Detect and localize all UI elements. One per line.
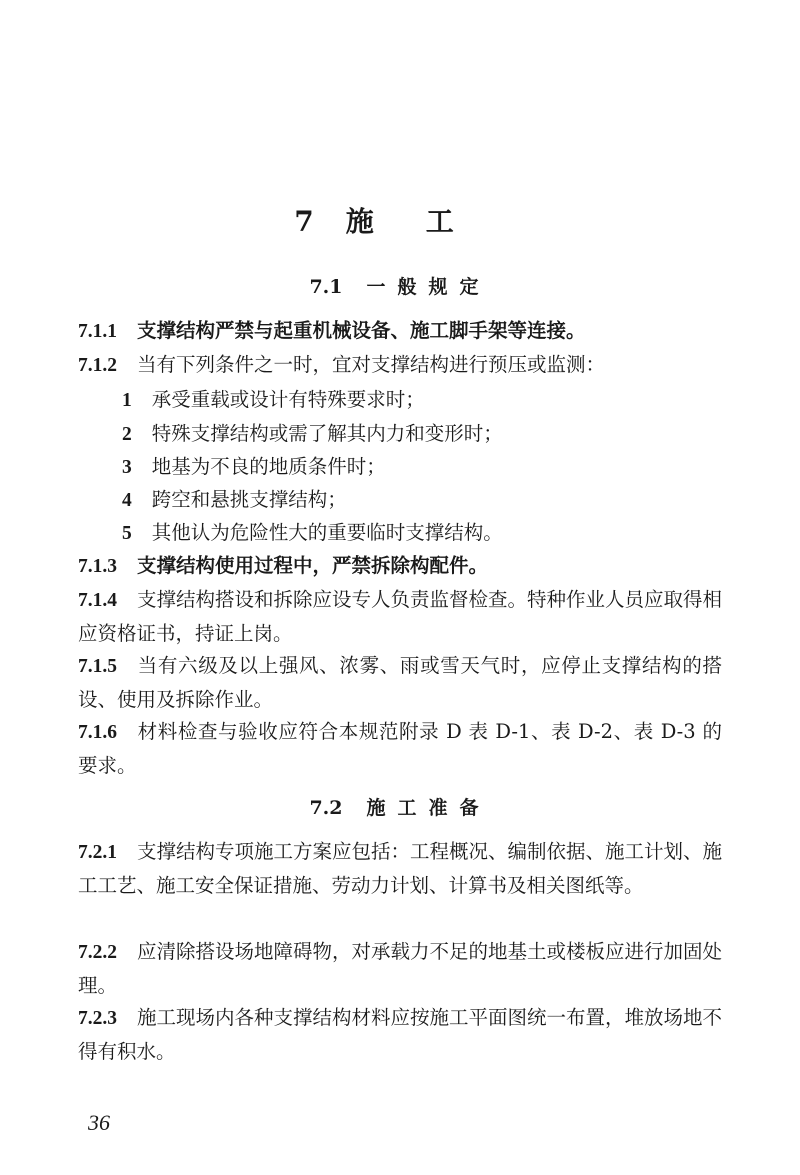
page-number: 36 bbox=[88, 1110, 110, 1135]
item-number: 3 bbox=[122, 457, 132, 478]
clause-7-1-3 bbox=[78, 549, 722, 583]
clause-label: 7.1.4 bbox=[78, 590, 117, 611]
clause-label: 7.1.5 bbox=[78, 656, 117, 677]
clause-7-2-3 bbox=[78, 1001, 722, 1068]
section-heading-7-2 bbox=[0, 793, 800, 820]
list-item bbox=[122, 516, 503, 550]
clause-text: 施工现场内各种支撑结构材料应按施工平面图统一布置，堆放场地不得有积水。 bbox=[78, 1006, 723, 1063]
item-number: 4 bbox=[122, 490, 132, 511]
clause-label: 7.1.3 bbox=[78, 556, 117, 577]
list-item bbox=[122, 450, 386, 484]
clause-text: 支撑结构严禁与起重机械设备、施工脚手架等连接。 bbox=[137, 319, 586, 342]
list-item bbox=[122, 417, 503, 451]
section-number: 7.1 bbox=[309, 276, 343, 298]
clause-7-1-2 bbox=[78, 348, 722, 382]
item-number: 1 bbox=[122, 390, 132, 411]
clause-7-2-2 bbox=[78, 935, 722, 1002]
clause-7-1-6 bbox=[78, 715, 722, 782]
clause-text: 当有六级及以上强风、浓雾、雨或雪天气时，应停止支撑结构的搭设、使用及拆除作业。 bbox=[78, 654, 722, 711]
clause-text: 当有下列条件之一时，宜对支撑结构进行预压或监测： bbox=[137, 353, 606, 376]
clause-text: 应清除搭设场地障碍物，对承载力不足的地基土或楼板应进行加固处理。 bbox=[78, 940, 723, 997]
clause-7-1-1 bbox=[78, 314, 722, 348]
chapter-title: 施工 bbox=[345, 205, 506, 238]
clause-label: 7.2.3 bbox=[78, 1008, 117, 1029]
clause-label: 7.1.6 bbox=[78, 722, 117, 743]
clause-7-1-5 bbox=[78, 649, 722, 716]
item-text: 跨空和悬挑支撑结构； bbox=[151, 488, 347, 511]
clause-text: 支撑结构专项施工方案应包括：工程概况、编制依据、施工计划、施工工艺、施工安全保证措施、劳动力计划、计算书及相关图纸等。 bbox=[78, 840, 723, 897]
clause-text: 支撑结构使用过程中，严禁拆除构配件。 bbox=[137, 554, 489, 577]
chapter-heading bbox=[0, 200, 800, 240]
clause-7-1-4 bbox=[78, 583, 722, 650]
clause-7-2-1 bbox=[78, 835, 722, 902]
chapter-number: 7 bbox=[294, 205, 316, 238]
clause-label: 7.2.2 bbox=[78, 942, 117, 963]
section-heading-7-1 bbox=[0, 272, 800, 299]
list-item bbox=[122, 483, 347, 517]
item-number: 5 bbox=[122, 523, 132, 544]
clause-label: 7.2.1 bbox=[78, 842, 117, 863]
section-title: 施工准备 bbox=[366, 797, 491, 819]
clause-text: 材料检查与验收应符合本规范附录 D 表 D-1、表 D-2、表 D-3 的要求。 bbox=[78, 720, 722, 777]
item-text: 特殊支撑结构或需了解其内力和变形时； bbox=[151, 422, 503, 445]
clause-label: 7.1.1 bbox=[78, 321, 117, 342]
item-text: 地基为不良的地质条件时； bbox=[151, 455, 386, 478]
clause-label: 7.1.2 bbox=[78, 355, 117, 376]
list-item bbox=[122, 383, 425, 417]
item-number: 2 bbox=[122, 424, 132, 445]
clause-text: 支撑结构搭设和拆除应设专人负责监督检查。特种作业人员应取得相应资格证书，持证上岗。 bbox=[78, 588, 723, 645]
section-title: 一般规定 bbox=[366, 276, 491, 298]
item-text: 其他认为危险性大的重要临时支撑结构。 bbox=[151, 521, 503, 544]
section-number: 7.2 bbox=[309, 797, 343, 819]
item-text: 承受重载或设计有特殊要求时； bbox=[151, 388, 425, 411]
